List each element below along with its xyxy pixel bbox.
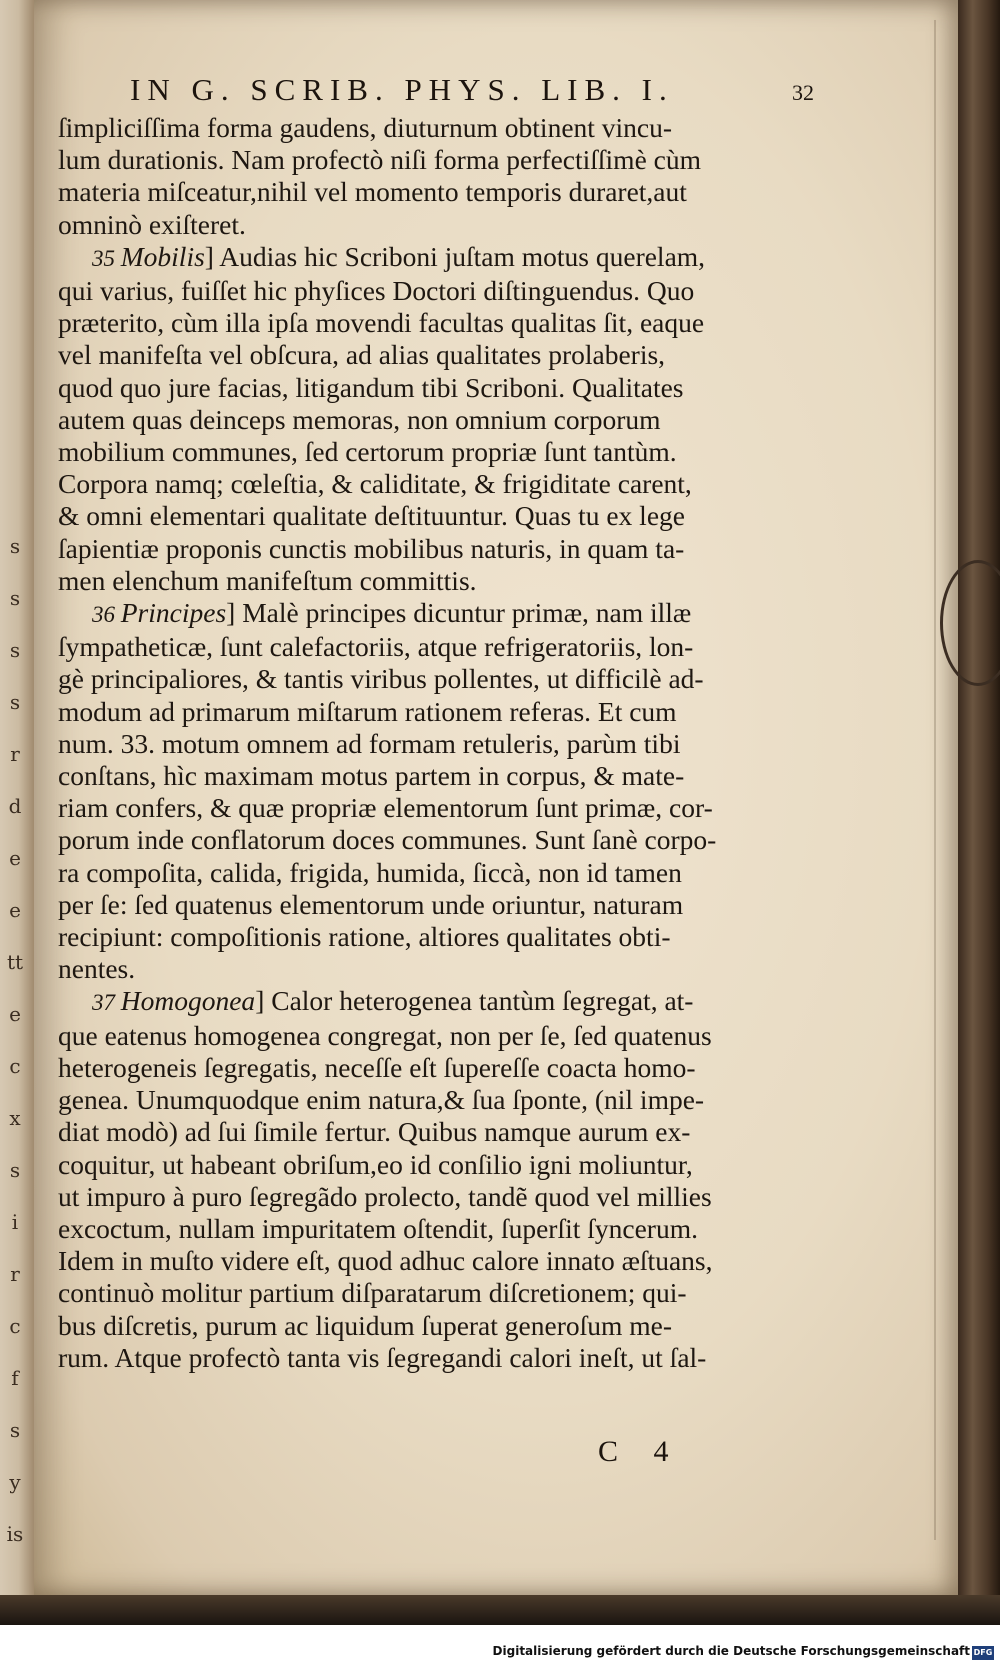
text-line: excoctum, nullam impuritatem oſtendit, ſuperſit ſyncerum.: [58, 1212, 698, 1244]
text-line: coquitur, ut habeant obriſum,eo id conſilio igni moliuntur,: [58, 1148, 693, 1180]
text-line: continuò molitur partium diſparatarum diſcretionem; qui-: [58, 1277, 687, 1309]
text-line: Corpora namq; cœleſtia, & caliditate, & frigiditate carent,: [58, 468, 692, 500]
text-line: [58, 985, 828, 1019]
book-spine-edge: [958, 0, 1000, 1625]
text-line: men elenchum manifeſtum committis.: [58, 564, 477, 596]
text-line: genea. Unumquodque enim natura,& ſua ſponte, (nil impe-: [58, 1084, 705, 1116]
margin-char: is: [6, 1522, 24, 1546]
note-number: 37: [92, 990, 121, 1016]
text-line: nentes.: [58, 953, 136, 985]
margin-char: tt: [6, 950, 24, 974]
paragraph: [58, 112, 828, 241]
margin-char: e: [9, 1002, 21, 1026]
digitization-credit: Digitalisierung gefördert durch die Deutsche Forschungsgemeinschaft: [492, 1644, 970, 1658]
footer-bar: [0, 1625, 1000, 1667]
signature-mark: C 4: [598, 1435, 683, 1468]
margin-char: s: [9, 638, 21, 662]
text-line: vel manifeſta vel obſcura, ad alias qualitates prolaberis,: [58, 339, 666, 371]
page-number: 32: [792, 80, 814, 105]
margin-char: s: [9, 690, 21, 714]
margin-char: f: [11, 1366, 19, 1390]
lemma: Homogonea: [120, 985, 256, 1017]
text-line: per ſe: ſed quatenus elementorum unde oriuntur, naturam: [58, 888, 684, 920]
dfg-logo: DFG: [972, 1646, 994, 1660]
text-line: diat modò) ad ſui ſimile fertur. Quibus namque aurum ex-: [58, 1116, 691, 1148]
margin-char: r: [10, 1262, 20, 1286]
margin-char: r: [10, 742, 20, 766]
text-line: mobilium communes, ſed certorum propriæ ſunt tantùm.: [58, 436, 677, 468]
text-line: lum durationis. Nam profectò niſi forma perfectiſſimè cùm: [58, 144, 702, 176]
margin-char: s: [9, 1418, 21, 1442]
line-text: ] Malè principes dicuntur primæ, nam illæ: [226, 597, 692, 629]
text-line: ut impuro à puro ſegregãdo prolecto, tandẽ quod vel millies: [58, 1180, 712, 1212]
text-line: rum. Atque profectò tanta vis ſegregandi calori ineſt, ut ſal-: [58, 1341, 707, 1373]
margin-char: s: [9, 586, 21, 610]
text-line: [58, 241, 828, 275]
margin-char: s: [9, 1158, 21, 1182]
left-margin-characters: [0, 520, 30, 1560]
lemma: Principes: [120, 597, 227, 629]
margin-char: e: [9, 898, 21, 922]
text-line: autem quas deinceps memoras, non omnium corporum: [58, 403, 661, 435]
margin-char: d: [8, 794, 22, 818]
text-line: ſimpliciſſima forma gaudens, diuturnum obtinent vincu-: [58, 112, 673, 143]
margin-char: s: [9, 534, 21, 558]
text-line: conſtans, hìc maximam motus partem in corpus, & mate-: [58, 760, 685, 792]
paragraph: [58, 241, 828, 597]
margin-char: c: [9, 1054, 21, 1078]
note-number: 35: [92, 245, 121, 271]
margin-char: x: [9, 1106, 21, 1130]
margin-char: i: [11, 1210, 19, 1234]
margin-char: y: [9, 1470, 21, 1494]
text-line: riam confers, & quæ propriæ elementorum ſunt primæ, cor-: [58, 792, 713, 824]
text-line: ra compoſita, calida, frigida, humida, ſiccà, non id tamen: [58, 856, 682, 888]
line-text: ] Calor heterogenea tantùm ſegregat, at-: [255, 985, 694, 1017]
text-line: præterito, cùm illa ipſa movendi facultas qualitas ſit, eaque: [58, 307, 705, 339]
text-line: num. 33. motum omnem ad formam retuleris, parùm tibi: [58, 727, 681, 759]
bottom-page-edge: [0, 1595, 1000, 1625]
text-line: Idem in muſto videre eſt, quod adhuc calore innato æſtuans,: [58, 1245, 713, 1277]
text-line: recipiunt: compoſitionis ratione, altiores qualitates obti-: [58, 921, 671, 953]
text-line: & omni elementari qualitate deſtituuntur. Quas tu ex lege: [58, 500, 685, 532]
margin-char: c: [9, 1314, 21, 1338]
page-edge-line: [934, 20, 936, 1540]
note-number: 36: [92, 602, 121, 628]
paragraph: [58, 597, 828, 985]
margin-char: e: [9, 846, 21, 870]
text-line: qui varius, fuiſſet hic phyſices Doctori diſtinguendus. Quo: [58, 275, 695, 307]
text-line: materia miſceatur,nihil vel momento temporis duraret,aut: [58, 176, 687, 208]
text-line: que eatenus homogenea congregat, non per ſe, ſed quatenus: [58, 1019, 712, 1051]
paragraph: [58, 985, 828, 1373]
text-line: ſapientiæ proponis cunctis mobilibus naturis, in quam ta-: [58, 532, 685, 564]
running-title: IN G. SCRIB. PHYS. LIB. I.: [130, 72, 674, 107]
text-line: quod quo jure facias, litigandum tibi Scriboni. Qualitates: [58, 371, 684, 403]
text-line: modum ad primarum miſtarum rationem referas. Et cum: [58, 695, 677, 727]
text-line: gè principaliores, & tantis viribus pollentes, ut difficilè ad-: [58, 663, 704, 695]
lemma: Mobilis: [120, 240, 205, 272]
commentary-text: [58, 112, 828, 1374]
text-line: [58, 597, 828, 631]
text-line: bus diſcretis, purum ac liquidum ſuperat generoſum me-: [58, 1309, 673, 1341]
text-line: omninò exiſteret.: [58, 208, 246, 240]
text-line: heterogeneis ſegregatis, neceſſe eſt ſupereſſe coacta homo-: [58, 1051, 696, 1083]
text-line: ſympatheticæ, ſunt calefactoriis, atque refrigeratoriis, lon-: [58, 631, 694, 663]
text-line: porum inde conflatorum doces communes. Sunt ſanè corpo-: [58, 824, 717, 856]
line-text: ] Audias hic Scriboni juſtam motus querelam,: [204, 240, 706, 272]
